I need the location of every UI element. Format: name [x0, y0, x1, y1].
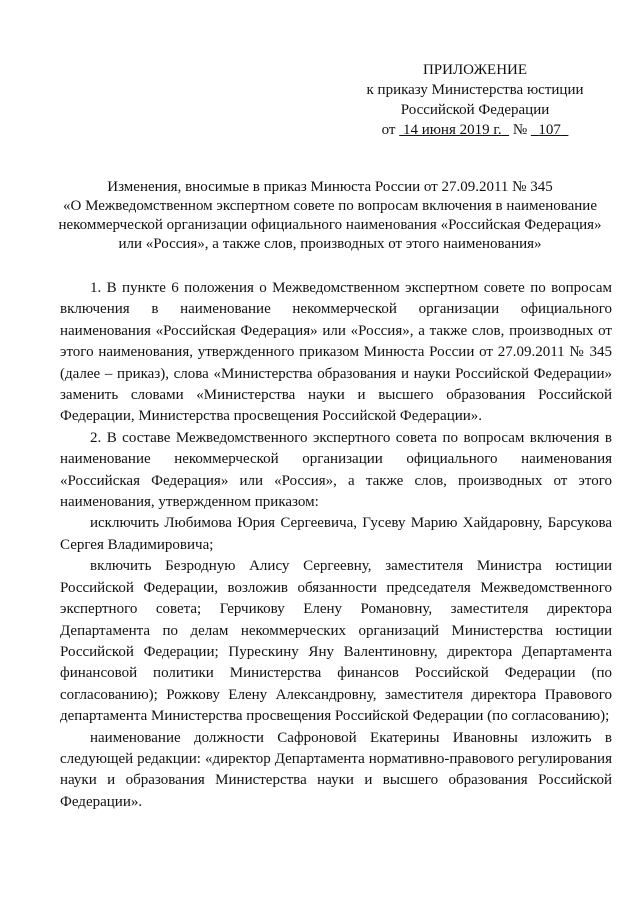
appendix-line-1: к приказу Министерства юстиции: [366, 82, 584, 98]
appendix-line-2: Российской Федерации: [400, 102, 550, 118]
heading-line-3: некоммерческой организации официального наименования «Российская Федерация»: [58, 217, 602, 233]
paragraph-4: включить Безродную Алису Сергеевну, заместителя Министра юстиции Российской Федерации, возложив обязанности председателя Межведомственного экспертного совета; Герчикову Елену Романовну, заместителя директора Департамента по делам некоммерческих организаций Министерства юстиции Российской Федерации; Пурескину Яну Валентиновну, директора Департамента финансовой политики Министерства финансов Российской Федерации (по согласованию); Рожкову Елену Александровну, заместителя директора Правового департамента Министерства просвещения Российской Федерации (по согласованию);: [60, 558, 612, 725]
heading-line-1: Изменения, вносимые в приказ Минюста России от 27.09.2011 № 345: [107, 179, 553, 195]
number-value: 107: [538, 122, 561, 138]
heading-line-4: или «Россия», а также слов, производных от этого наименования»: [118, 236, 542, 252]
heading-line-2: «О Межведомственном экспертном совете по вопросам включения в наименование: [63, 198, 597, 214]
date-prefix: от: [381, 122, 396, 138]
document-heading: [40, 178, 620, 254]
appendix-title: ПРИЛОЖЕНИЕ: [422, 62, 528, 78]
appendix-block: [360, 60, 590, 140]
document-body: [60, 278, 612, 813]
paragraph-2: 2. В составе Межведомственного экспертного совета по вопросам включения в наименование некоммерческой организации официального наименования «Российская Федерация» или «Россия», а также слов, производных от этого наименования, утвержденном приказом:: [60, 429, 612, 511]
appendix-date-line: [360, 120, 590, 140]
paragraph-5: наименование должности Сафроновой Екатерины Ивановны изложить в следующей редакции: «директор Департамента нормативно-правового регулирования науки и образования Министерства науки и высшего образования Российской Федерации».: [60, 729, 612, 810]
paragraph-1: 1. В пункте 6 положения о Межведомственном экспертном совете по вопросам включения в наименование некоммерческой организации официального наименования «Российская Федерация» или «Россия», а также слов, производных от этого наименования, утвержденного приказом Минюста России от 27.09.2011 № 345 (далее – приказ), слова «Министерства образования и науки Российской Федерации» заменить словами «Министерства науки и высшего образования Российской Федерации, Министерства просвещения Российской Федерации».: [60, 280, 612, 425]
date-value: 14 июня 2019 г.: [402, 122, 502, 138]
paragraph-3: исключить Любимова Юрия Сергеевича, Гусеву Марию Хайдаровну, Барсукова Сергея Владимировича;: [60, 515, 612, 553]
number-label: №: [512, 122, 528, 138]
